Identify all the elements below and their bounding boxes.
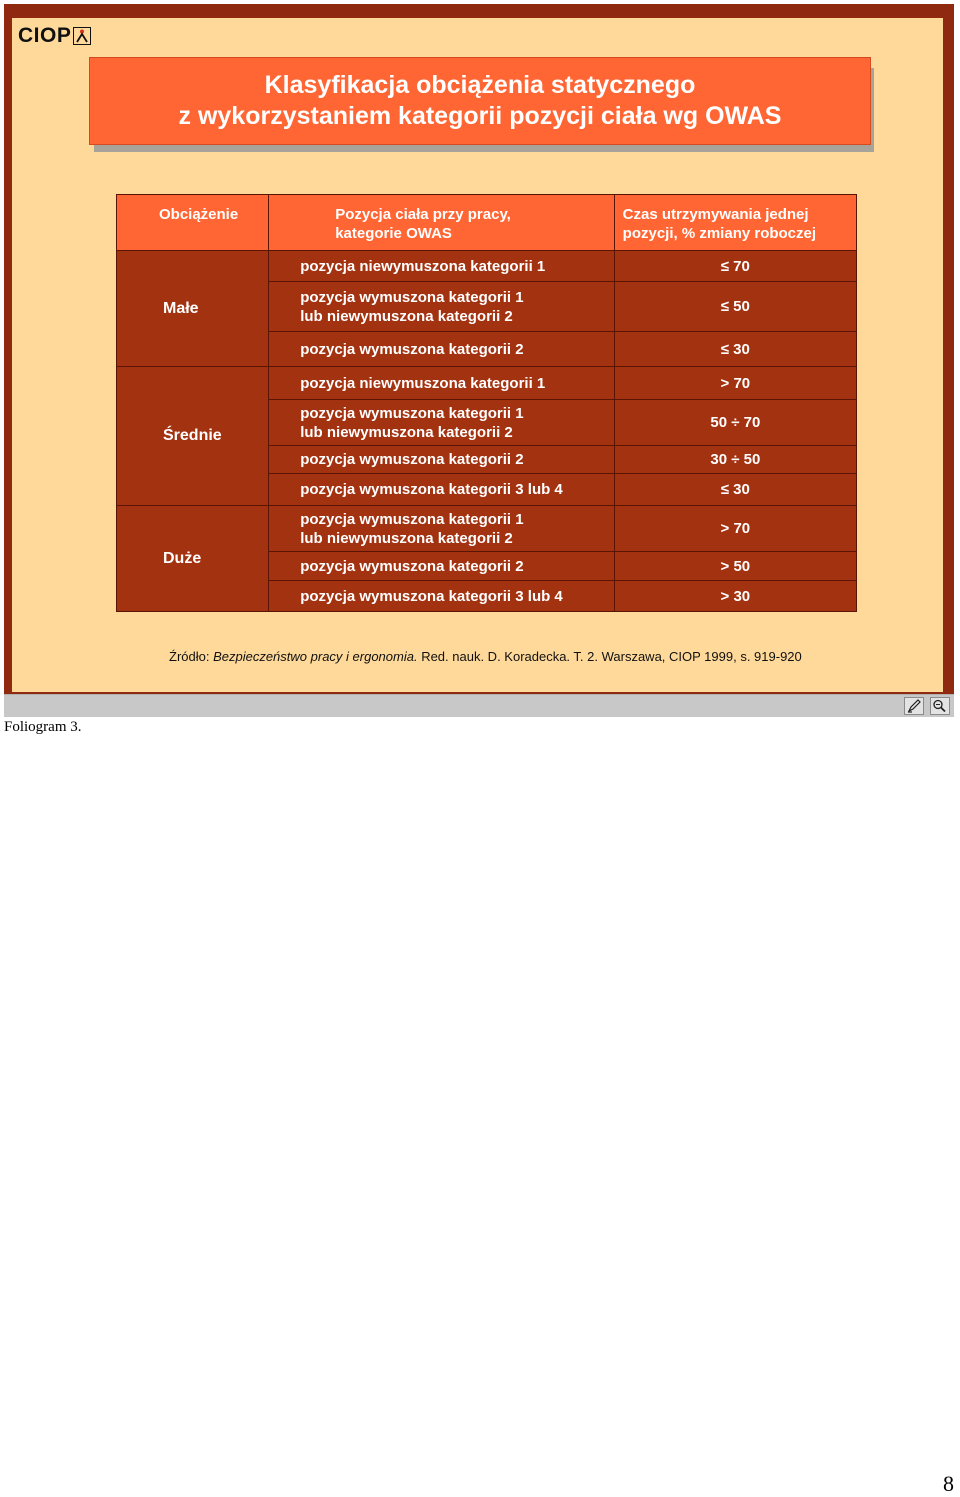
position-cell: pozycja wymuszona kategorii 1 lub niewymuszona kategorii 2: [269, 400, 614, 446]
load-small: Małe: [117, 251, 269, 367]
load-large: Duże: [117, 506, 269, 612]
position-cell: pozycja wymuszona kategorii 1 lub niewymuszona kategorii 2: [269, 282, 614, 332]
position-cell: pozycja niewymuszona kategorii 1: [269, 251, 614, 282]
annotate-button[interactable]: [904, 697, 924, 715]
time-cell: > 70: [614, 367, 856, 400]
page-number: 8: [943, 1471, 954, 1496]
position-cell: pozycja wymuszona kategorii 2: [269, 332, 614, 367]
table-header-row: [117, 195, 857, 251]
time-cell: ≤ 30: [614, 474, 856, 506]
logo-text: CIOP: [18, 24, 72, 47]
viewer-toolbar: [4, 694, 954, 717]
slide-title: [89, 57, 871, 145]
load-medium: Średnie: [117, 367, 269, 506]
header-time: Czas utrzymywania jednej pozycji, % zmiany roboczej: [614, 195, 856, 251]
source-rest: Red. nauk. D. Koradecka. T. 2. Warszawa, CIOP 1999, s. 919-920: [417, 649, 802, 664]
time-cell: > 70: [614, 506, 856, 552]
time-cell: > 50: [614, 552, 856, 581]
position-cell: pozycja wymuszona kategorii 2: [269, 552, 614, 581]
owas-classification-table: [116, 194, 857, 612]
time-cell: 50 ÷ 70: [614, 400, 856, 446]
pencil-icon: [905, 698, 923, 714]
zoom-button[interactable]: [930, 697, 950, 715]
source-prefix: Źródło:: [169, 649, 214, 664]
table-row: [117, 251, 857, 282]
table-row: [117, 367, 857, 400]
slide-frame: [4, 4, 954, 694]
position-cell: pozycja wymuszona kategorii 1 lub niewymuszona kategorii 2: [269, 506, 614, 552]
time-cell: ≤ 30: [614, 332, 856, 367]
time-cell: ≤ 70: [614, 251, 856, 282]
table-row: [117, 506, 857, 552]
title-line-2: z wykorzystaniem kategorii pozycji ciała wg OWAS: [178, 102, 782, 130]
logo-figure-icon: [73, 27, 91, 45]
position-cell: pozycja wymuszona kategorii 3 lub 4: [269, 474, 614, 506]
position-cell: pozycja wymuszona kategorii 2: [269, 446, 614, 474]
ciop-logo: [18, 24, 91, 48]
header-load: Obciążenie: [117, 195, 269, 251]
title-line-1: Klasyfikacja obciążenia statycznego: [264, 71, 696, 99]
position-cell: pozycja wymuszona kategorii 3 lub 4: [269, 581, 614, 612]
time-cell: 30 ÷ 50: [614, 446, 856, 474]
source-title: Bezpieczeństwo pracy i ergonomia.: [213, 649, 418, 664]
source-note: [169, 649, 802, 664]
time-cell: ≤ 50: [614, 282, 856, 332]
time-cell: > 30: [614, 581, 856, 612]
position-cell: pozycja niewymuszona kategorii 1: [269, 367, 614, 400]
header-position: Pozycja ciała przy pracy, kategorie OWAS: [269, 195, 614, 251]
figure-caption: Foliogram 3.: [4, 719, 82, 735]
zoom-icon: [931, 698, 949, 714]
